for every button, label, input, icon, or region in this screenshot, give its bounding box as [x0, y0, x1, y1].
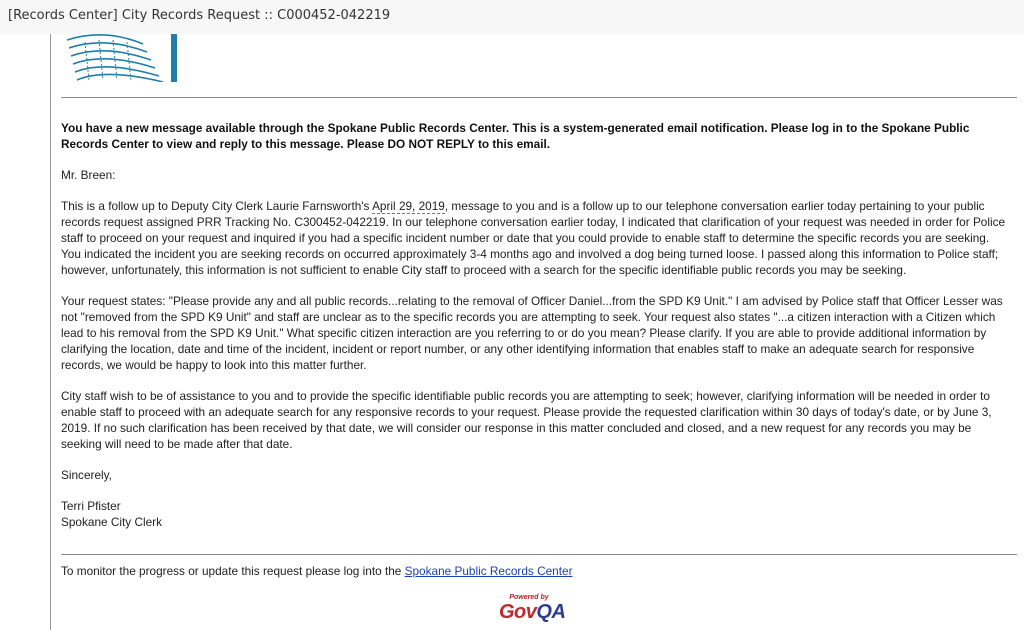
greeting: Mr. Breen:: [61, 168, 116, 182]
paragraph-2: Your request states: "Please provide any and all public records...relating to the removal of Officer Daniel...from the SPD K9 Unit." I am advised by Police staff that Officer Lesser was not "removed from the SPD K9 Unit" and staff are unclear as to the specific records you are attempting to seek. Your request also states "...a citizen interaction with a Citizen which lead to his removal from the SPD K9 Unit." What specific citizen interaction are you referring to or do you mean? Please clarify. If you are able to provide additional information by clarifying the location, date and time of the incident, incident or report number, or any other identifying information that enables staff to make an adequate search for responsive records, we would be happy to look into this matter further.: [61, 294, 1003, 372]
system-notice: You have a new message available through the Spokane Public Records Center. This is a system-generated email notification. Please log in to the Spokane Public Records Center to view and reply to this message. Please DO NOT REPLY to this email.: [61, 121, 970, 151]
govqa-logo: [499, 602, 579, 622]
email-body: [61, 120, 1011, 545]
brand-gov: Gov: [499, 601, 537, 623]
powered-by-govqa[interactable]: [499, 594, 579, 624]
bottom-divider: [61, 554, 1017, 555]
paragraph-1: [61, 198, 1011, 278]
signer-name: Terri Pfister: [61, 499, 121, 513]
brand-qa: QA: [536, 601, 566, 623]
footer-text: To monitor the progress or update this request please log into the: [61, 564, 405, 578]
p1-text-start: This is a follow up to Deputy City Clerk Laurie Farnsworth's: [61, 199, 373, 213]
p1-text-end: , message to you and is a follow up to our telephone conversation earlier today pertaining to your public records request assigned PRR Tracking No. C300452-042219. In our telephone conversation earlier today, I indicated that clarification of your request was needed in order for Police staff to proceed on your request and inquired if you had a specific incident number or date that you could provide to enable staff to determine the specific records you are seeking. You indicated the incident you are seeking records on occurred approximately 3-4 months ago and involved a dog being turned loose. I passed along this information to Police staff; however, unfortunately, this information is not sufficient to enable City staff to proceed with a search for the specific identifiable public records you may be seeking.: [61, 199, 1006, 277]
footer-note: [61, 564, 1011, 578]
paragraph-3: City staff wish to be of assistance to you and to provide the specific identifiable public records you are attempting to seek; however, clarifying information will be needed in order to enable staff to proceed with an adequate search for any responsive records to your request. Please provide the requested clarification within 30 days of today's date, or by June 3, 2019. If no such clarification has been received by that date, we will consider our response in this matter concluded and closed, and a new request for any records you may be seeking will need to be made after that date.: [61, 389, 992, 451]
powered-by-label: Powered by: [509, 594, 549, 601]
records-center-link[interactable]: Spokane Public Records Center: [404, 564, 573, 578]
spokane-logo-icon: [65, 34, 177, 82]
signer-title: Spokane City Clerk: [61, 515, 162, 529]
closing: Sincerely,: [61, 468, 112, 482]
email-frame: [50, 34, 1024, 630]
window-title: [Records Center] City Records Request :: C000452-042219: [0, 0, 1024, 34]
date-link[interactable]: April 29, 2019: [372, 199, 445, 213]
top-divider: [61, 97, 1017, 98]
